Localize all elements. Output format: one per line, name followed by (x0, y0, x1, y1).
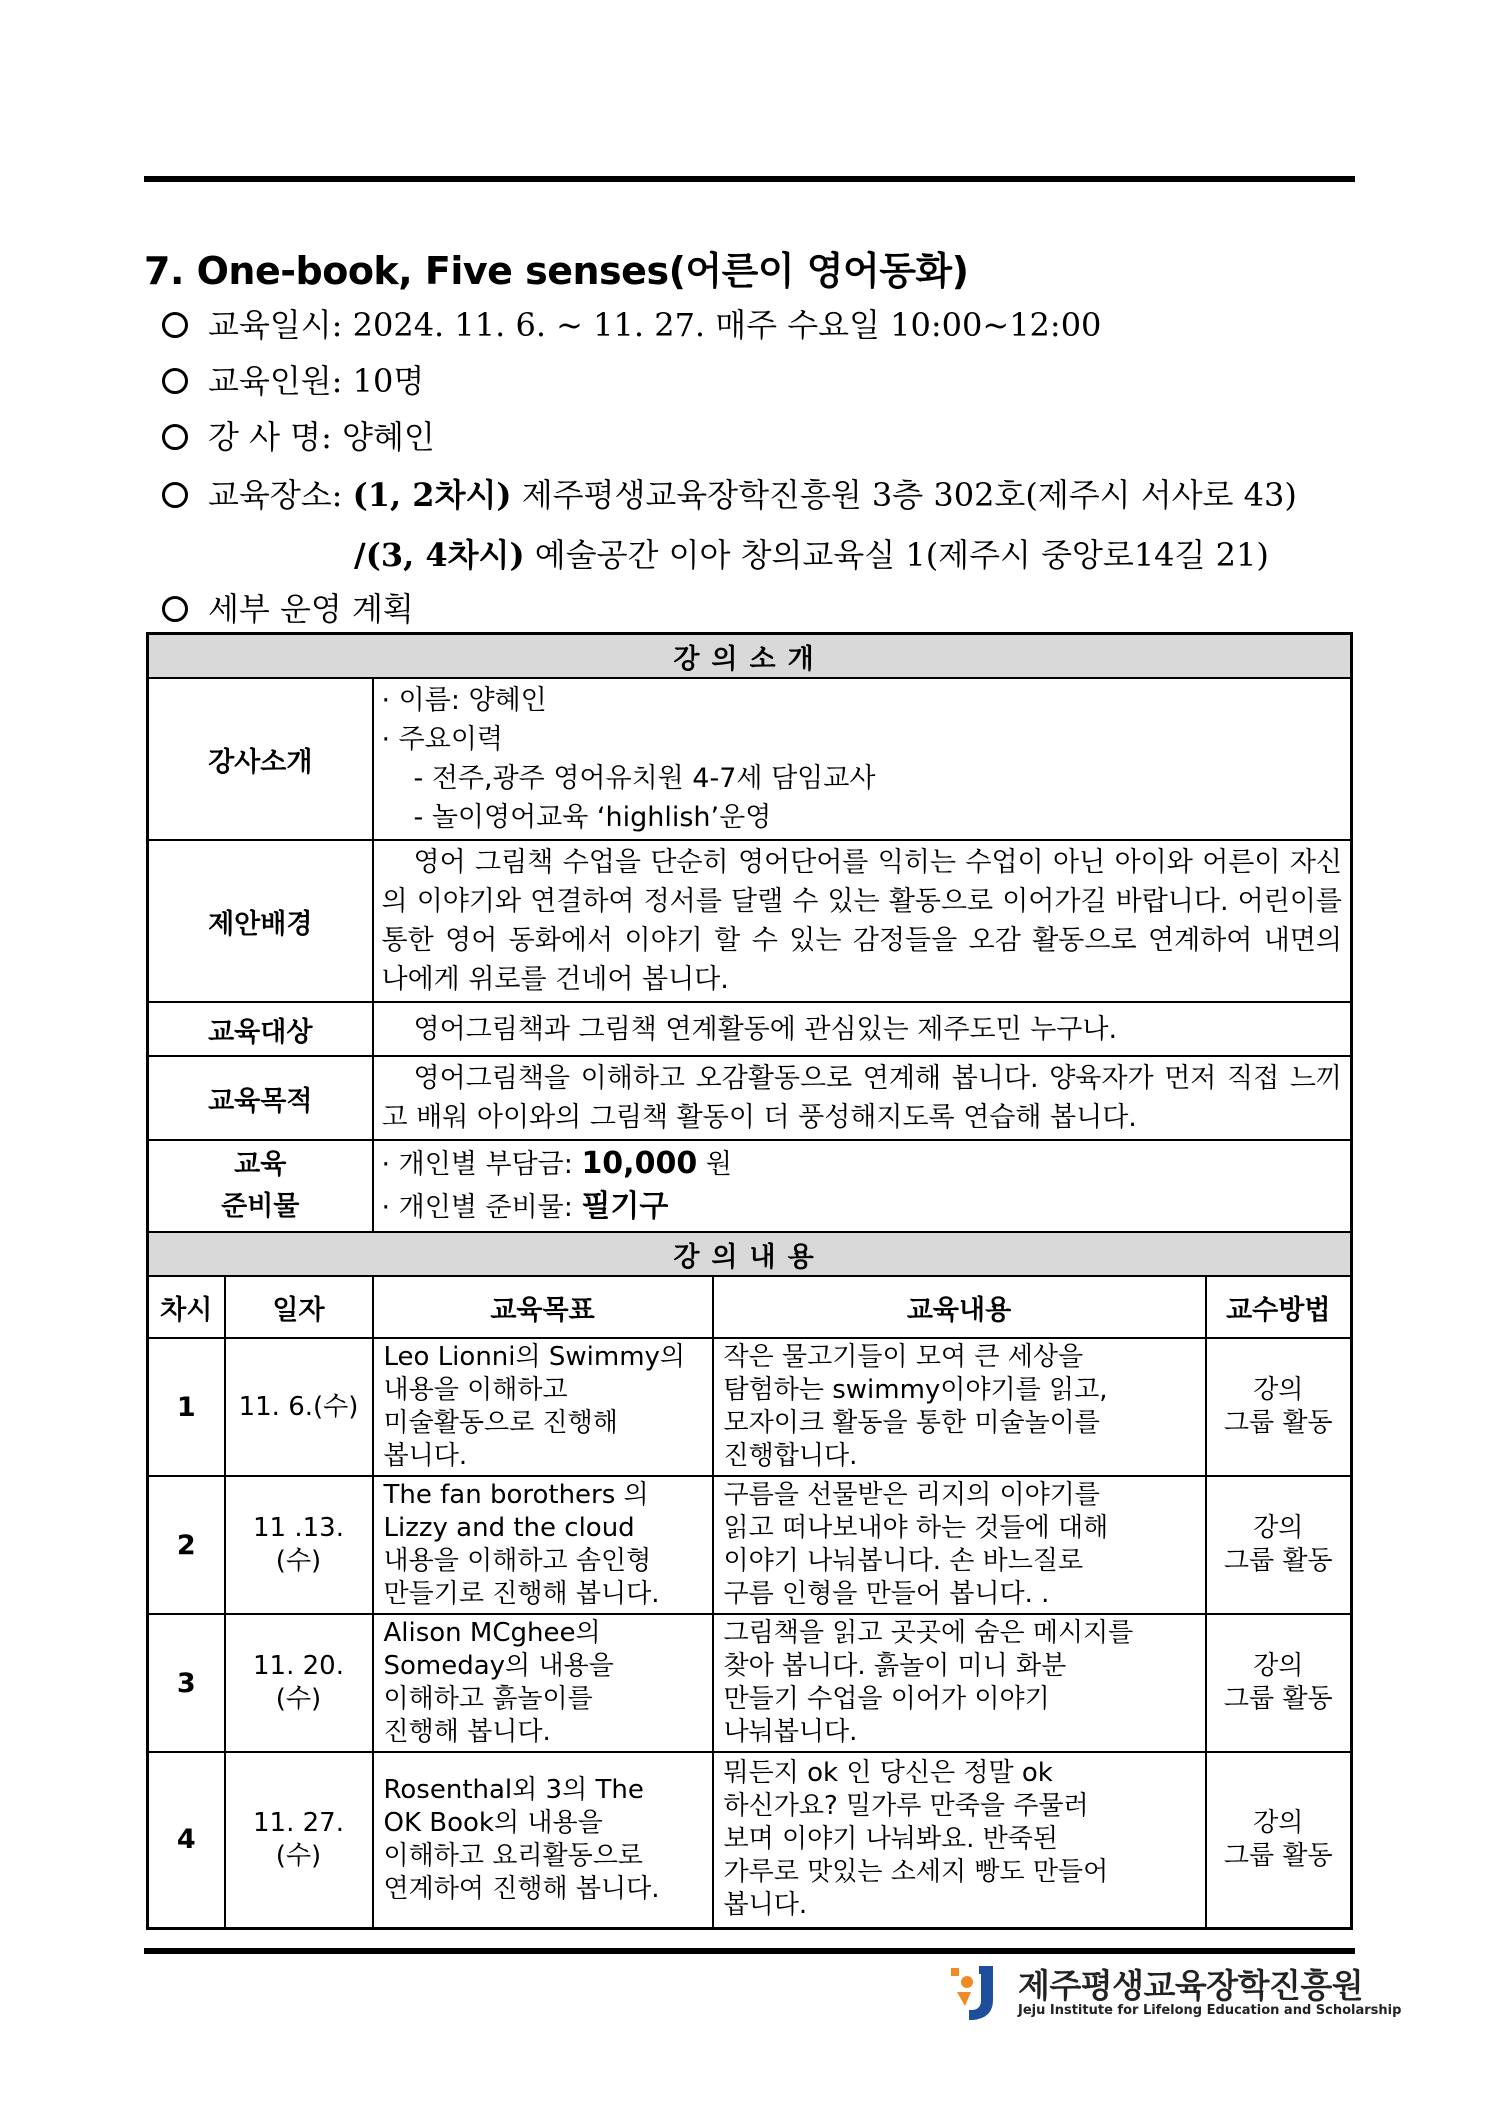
supply-line: · 개인별 준비물: 필기구 (381, 1189, 669, 1224)
session-goal: Alison MCghee의 Someday의 내용을 이해하고 흙놀이를 진행해 봅니다. (373, 1614, 713, 1752)
target-label: 교육대상 (148, 1002, 373, 1056)
table-row (148, 1752, 1352, 1928)
col-header-method: 교수방법 (1206, 1276, 1352, 1338)
org-subtitle: Jeju Institute for Lifelong Education and Scholarship (1018, 2003, 1402, 2018)
info-place: 교육장소: (1, 2차시) 제주평생교육장학진흥원 3층 302호(제주시 서사로 43) (162, 470, 1297, 516)
target-text: 영어그림책과 그림책 연계활동에 관심있는 제주도민 누구나. (373, 1002, 1352, 1056)
instructor-line: - 전주,광주 영어유치원 4-7세 담임교사 (413, 763, 876, 794)
org-name: 제주평생교육장학진흥원 (1018, 1966, 1364, 2005)
supplies-label: 교육 준비물 (148, 1140, 373, 1232)
session-content: 뭐든지 ok 인 당신은 정말 ok 하신가요? 밀가루 만죽을 주물러 보며 이야기 나눠봐요. 반죽된 가루로 맛있는 소세지 빵도 만들어 봅니다. (713, 1752, 1206, 1928)
col-header-date: 일자 (225, 1276, 373, 1338)
circle-bullet-icon (162, 482, 188, 508)
jeju-institute-logo-icon (945, 1962, 1005, 2024)
instructor-label: 강사소개 (148, 678, 373, 840)
session-number: 2 (148, 1476, 225, 1614)
info-teacher: 강 사 명: 양혜인 (162, 412, 435, 458)
table-row (148, 1614, 1352, 1752)
session-content: 작은 물고기들이 모여 큰 세상을 탐험하는 swimmy이야기를 읽고, 모자이크 활동을 통한 미술놀이를 진행합니다. (713, 1338, 1206, 1476)
content-header: 강의내용 (148, 1232, 1352, 1276)
session-goal: The fan borothers 의 Lizzy and the cloud 내용을 이해하고 솜인형 만들기로 진행해 봅니다. (373, 1476, 713, 1614)
session-date: 11. 27.(수) (225, 1752, 373, 1928)
circle-bullet-icon (162, 424, 188, 450)
plan-table (146, 632, 1353, 1930)
info-plan: 세부 운영 계획 (162, 584, 414, 630)
table-row (148, 1338, 1352, 1476)
circle-bullet-icon (162, 596, 188, 622)
session-method: 강의 그룹 활동 (1206, 1614, 1352, 1752)
background-label: 제안배경 (148, 840, 373, 1002)
bottom-rule (144, 1948, 1355, 1954)
instructor-line: · 이름: 양혜인 (381, 685, 547, 716)
fee-line: · 개인별 부담금: 10,000 원 (381, 1146, 732, 1181)
session-method: 강의 그룹 활동 (1206, 1752, 1352, 1928)
col-header-goal: 교육목표 (373, 1276, 713, 1338)
instructor-line: - 놀이영어교육 ‘highlish’운영 (413, 802, 772, 833)
session-number: 4 (148, 1752, 225, 1928)
session-number: 1 (148, 1338, 225, 1476)
section-title: 7. One-book, Five senses(어른이 영어동화) (144, 249, 969, 293)
table-row (148, 1476, 1352, 1614)
col-header-session: 차시 (148, 1276, 225, 1338)
info-place-2: /(3, 4차시) 예술공간 이아 창의교육실 1(제주시 중앙로14길 21) (354, 536, 1269, 574)
session-number: 3 (148, 1614, 225, 1752)
intro-header: 강의소개 (148, 634, 1352, 679)
background-text: 영어 그림책 수업을 단순히 영어단어를 익히는 수업이 아닌 아이와 어른이 자신의 이야기와 연결하여 정서를 달랠 수 있는 활동으로 이어가길 바랍니다. 어린이를 통한 영어 동화에서 이야기 할 수 있는 감정들을 오감 활동으로 연계하여 내면의 나에게 위로를 건네어 봅니다. (373, 840, 1352, 1002)
session-method: 강의 그룹 활동 (1206, 1338, 1352, 1476)
session-content: 구름을 선물받은 리지의 이야기를 읽고 떠나보내야 하는 것들에 대해 이야기 나눠봅니다. 손 바느질로 구름 인형을 만들어 봅니다. . (713, 1476, 1206, 1614)
goal-text: 영어그림책을 이해하고 오감활동으로 연계해 봅니다. 양육자가 먼저 직접 느끼고 배워 아이와의 그림책 활동이 더 풍성해지도록 연습해 봅니다. (373, 1056, 1352, 1140)
col-header-content: 교육내용 (713, 1276, 1206, 1338)
session-goal: Leo Lionni의 Swimmy의 내용을 이해하고 미술활동으로 진행해 봅니다. (373, 1338, 713, 1476)
session-date: 11 .13.(수) (225, 1476, 373, 1614)
instructor-line: · 주요이력 (381, 724, 503, 755)
circle-bullet-icon (162, 368, 188, 394)
supplies-cell (373, 1140, 1352, 1232)
session-date: 11. 20.(수) (225, 1614, 373, 1752)
session-method: 강의 그룹 활동 (1206, 1476, 1352, 1614)
top-rule (144, 176, 1355, 182)
session-content: 그림책을 읽고 곳곳에 숨은 메시지를 찾아 봅니다. 흙놀이 미니 화분 만들기 수업을 이어가 이야기 나눠봅니다. (713, 1614, 1206, 1752)
info-people: 교육인원: 10명 (162, 356, 424, 402)
session-date: 11. 6.(수) (225, 1338, 373, 1476)
info-date: 교육일시: 2024. 11. 6. ~ 11. 27. 매주 수요일 10:00~12:00 (162, 300, 1101, 346)
instructor-cell (373, 678, 1352, 840)
goal-label: 교육목적 (148, 1056, 373, 1140)
circle-bullet-icon (162, 312, 188, 338)
session-goal: Rosenthal외 3의 The OK Book의 내용을 이해하고 요리활동으로 연계하여 진행해 봅니다. (373, 1752, 713, 1928)
